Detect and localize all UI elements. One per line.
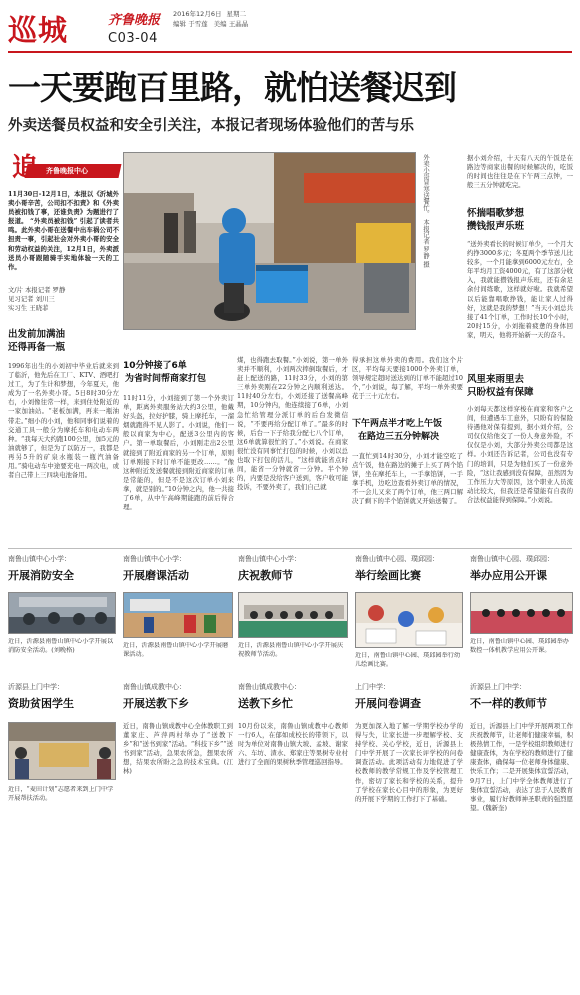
page-number: C03-04 [108, 31, 158, 46]
news-kicker: 南鲁山镇成教中心： [238, 683, 301, 691]
paper-logo: 齐鲁晚报 [108, 13, 161, 28]
news-caption: 近日，南鲁山镇中心园、璞邱园举行幼儿绘画比赛。 [355, 652, 461, 668]
news-kicker: 南鲁山镇中心小学： [8, 555, 71, 563]
section-divider [8, 548, 572, 549]
main-photo [123, 152, 416, 330]
news-title: 开展问卷调查 [355, 697, 421, 710]
news-photo [8, 592, 116, 634]
news-title: 不一样的教师节 [470, 697, 547, 710]
heading-line: 出发前加满油 [8, 329, 66, 340]
story-column-1: 1996年出生的小刘初中毕业后就来到了临沂，他先后在工厂、KTV、酒吧打过工，为了生计和梦想，今年夏天，他成为了一名外卖小哥。5日8时30分左右，小刘像往常一样，来到住处附近的一家加油站。“老板加满，再来一瓶油带走。”细小的小刘，他和同事们说着的交通工具一般分为摩托车和电动车两种。“我每天大约跑100公里，加5元的油就够了，但是为了以防万一，我都是再另5升的矿泉水瓶装一瓶汽油备用。”骑电动车中途要充电一两次电，或者自己带上三四块电池备用。 [8, 362, 119, 480]
news-caption: 近日，“麦田计划”志愿者来到上门中学开展帮扶活动。 [8, 786, 114, 802]
heading-line: 怀揣唱歌梦想 [467, 208, 525, 219]
news-title: 送教下乡忙 [238, 697, 293, 710]
credit-line: 实习生 王晓菲 [8, 304, 49, 312]
heading-line: 攒钱报声乐班 [467, 221, 525, 232]
news-kicker: 南鲁山镇中心小学： [238, 555, 301, 563]
editor-text: 编辑 于雪莲 [173, 20, 208, 28]
editor-credit [173, 19, 248, 28]
news-text: 10月份以来，南鲁山镇成教中心教师一行6人，在郁如成校长的带领下，以时为单位对南鲁山镇大坡、孟坡、谢家六、车坊、渣水、郑家庄等果树专业村进行了全面的果树秋季管理巡回指导。 [238, 722, 348, 767]
news-kicker: 沂源县上门中学： [8, 683, 64, 691]
news-title: 举办应用公开课 [470, 569, 547, 582]
news-photo [123, 592, 233, 638]
photo-caption: 外卖小哥冒寒送餐忙。 本报记者 罗静 摄 [422, 154, 429, 268]
news-photo [8, 722, 116, 780]
section-heading [467, 207, 573, 233]
news-item-4 [355, 554, 463, 674]
news-item-3 [238, 554, 348, 674]
news-item-5 [470, 554, 573, 674]
heading-line: 在路边三五分钟解决 [358, 432, 440, 442]
news-kicker: 南鲁山镇中心园、璞邱园： [355, 555, 439, 563]
right-text-2: “送外卖看长的时候订单少，一个月大约挣3000多元；冬夏两个季节送儿比较多，一个月能拿到6000元左右，全年平均月工资4000元，有了这部分收入，我就能攒钱报声乐班，还有余足余付间练歌，这样就好啦。我就希望以后能靠唱歌挣钱，能让家人过得好，这就是我的梦想！”当天小刘总共接了41个订单，工作时长10个小时，20时15分，小刘拖着疲惫的身体回家，明天，他将开始新一天的奋斗。 [467, 240, 573, 339]
intro-credits [8, 286, 119, 313]
issue-date [173, 9, 246, 18]
news-kicker: 南鲁山镇中心小学： [123, 555, 186, 563]
news-title: 庆祝教师节 [238, 569, 293, 582]
art-text: 美编 王晶晶 [213, 20, 249, 28]
credit-line: 见习记者 刘川三 [8, 295, 55, 303]
news-kicker: 沂源县上门中学： [470, 683, 526, 691]
series-badge [8, 152, 120, 186]
news-kicker: 南鲁山镇成教中心： [123, 683, 186, 691]
news-caption: 近日，沂源县南鲁山镇中心小学开展以消防安全活动。(刘晚格) [8, 638, 114, 654]
story-column-4: 得承担这单外卖的费用。我们这个片区，平均每天要接1000个外卖订单，领导规定超时送达到的订单不能超过10个，”小刘说，每了解，平均一单外卖要花于三十元左右。 [352, 356, 463, 401]
news-item-2 [123, 554, 233, 674]
news-item-10 [470, 682, 573, 842]
badge-char: 追 [12, 153, 39, 183]
heading-line: 10分钟接了6单 [123, 361, 187, 371]
heading-line: 只盼权益有保障 [467, 387, 534, 398]
news-title: 资助贫困学生 [8, 697, 74, 710]
news-text: 近日，南鲁山镇成教中心全体教职工到董家庄、芦萍两村举办了“送教下乡”和“送书到家”活动。“科技下乡”“送书到家”活动，急果农所急，想果农所想，结果农所盼之急的技术宝典。(江林) [123, 722, 233, 776]
story-column-4b: 一直忙到14时30分，小刘才能空吃了点午饭，他在路边的摊子上买了两个馅饼，坐在摩托车上，一手拿馅饼，一手拿手机，边吃边查看外卖订单的情况，不一会儿又来了两个订单，他三两口解决了剩下的半个馅饼就又开始送餐了。 [352, 452, 463, 506]
heading-line: 风里来雨里去 [467, 374, 525, 385]
news-caption: 近日，沂源县南鲁山镇中心小学开展庆祝教师节活动。 [238, 642, 344, 658]
news-title: 举行绘画比赛 [355, 569, 421, 582]
heading-line: 下午两点半才吃上午饭 [352, 419, 443, 429]
news-title: 开展送教下乡 [123, 697, 189, 710]
weekday-text: 星期二 [226, 10, 247, 18]
section-heading [123, 360, 234, 386]
news-item-6 [8, 682, 116, 842]
right-text-1: 据小刘介绍，十天有八天的午饭是在路边等商家出餐的时候解决的，吃饭的时间也往往是在下午两三点钟，一般三五分钟就吃完。 [467, 154, 573, 190]
news-caption: 近日，南鲁山镇中心园、璞邱园举办数控一体机教学应用公开课。 [470, 638, 569, 654]
news-photo [238, 592, 348, 638]
right-text-3: 小刘每天都这样穿梭在商家和客户之间，但遭遇车工意外，只盼有的保险待遇他对保有提到，据小刘介绍，公司仅仅给他交了一份人身意外险，不仅仅是小刘，大部分外卖公司都是这样。小刘还告诉记者，公司也没有专门的培训，只是为他们买了一份意外险，“这让我感到没有保障，虽然因为工作压力大等原因，这个职业人员流动比较大，但我还是希望能有自我的合法权益能得到保障。”小刘说。 [467, 405, 573, 504]
news-text: 为更加深入地了解一学期学校办学的得与失，让家长进一步理解学校、支持学校、关心学校，近日，沂源县上门中学开展了一次家长评学校的问卷调查活动。此项活动有力地促进了学校教师的教学常规工作及学校管理工作，密切了家长和学校的关系，提升了学校在家长心目中的形象，为更好的开展下学期的工作打下了基础。 [355, 722, 463, 803]
heading-line: 还得再备一瓶 [8, 342, 66, 353]
news-title: 开展磨课活动 [123, 569, 189, 582]
news-title: 开展消防安全 [8, 569, 74, 582]
date-text: 2016年12月6日 [173, 10, 222, 18]
story-column-3: 煤，也得跑去取餐。”小刘说，第一单外卖并不顺利，小刘两次摔倒取餐后，才赶上配送的路，11时33分，小刘的第三单外卖刚在22分钟之内顺利送达。11时40分左右，小刘还接了送餐高峰期，10分钟内，他连续接了6单，小刘急忙给管理分派订单的后台发微信说，“不要再给分配订单了。”最多的时候，后台一下子给我分配七八个订单，这6单就算很忙的了。”小刘说。在商家很忙没有同事忙打包的时候，小刘以总也取下打包的活儿，“这样就能省点时间，能省一分钟就省一分钟。半个钟的，内要是没给客户送到，客户收可能投诉，不要外卖了，我们自己就 [237, 356, 348, 492]
news-item-1 [8, 554, 116, 674]
news-item-7 [123, 682, 233, 842]
news-item-8 [238, 682, 348, 842]
news-caption: 近日，沂源县南鲁山镇中心小学开展磨课活动。 [123, 642, 229, 658]
section-heading [352, 418, 463, 444]
story-column-2: 11时11分，小刘接到了第一个外卖订单，距离外卖服务站大约3公里，他戴好头盔，拉好护膝，骑上摩托车，一溜烟就跑得不见人影了。小刘说，他们一般以商家为中心，配送3公里内的客户。第一单取餐后，小刘刚走出2公里就接到了附近商家的另一个订单，原则订单刚接下时订单不能更改……。“像这种附近发送餐就接到附近商家的订单是常能的，但是不是这次订单小刘来拿，就是别的。”10分钟之内，他一共接了6单，从中午高峰期能跑的前后得合理。 [123, 394, 234, 512]
badge-label: 齐鲁晚报中心 [46, 167, 88, 175]
masthead-rule [8, 51, 572, 53]
section-title: 巡城 [8, 13, 69, 47]
news-photo [470, 592, 573, 634]
headline: 一天要跑百里路，就怕送餐迟到 [8, 68, 456, 107]
news-kicker: 上门中学： [355, 683, 390, 691]
subheadline: 外卖送餐员权益和安全引关注，本报记者现场体验他们的苦与乐 [8, 118, 414, 134]
credit-line: 文/片 本报记者 罗静 [8, 286, 66, 294]
news-text: 近日，沂源县上门中学开展两项工作庆祝教师节，让老师们健康幸福，积极热情工作，一是学校组织教师进行健康查体，为在学校的教师进行了健康查体，确保每一位老师身体健康、快乐工作；二是开展集体宣誓活动，9月7日，上门中学全体教师进行了集体宣誓活动，表达了忠于人民教育事业，履行好教师神圣职责的强烈愿望。(魏新奎) [470, 722, 573, 812]
section-heading [8, 328, 119, 354]
heading-line: 为省时间帮商家打包 [125, 374, 207, 384]
intro-text: 11月30日-12月1日，本报以《沂城外卖小哥辛苦，公司扣不扣责》和《外卖员被扣钱了事，还谁负责》为题进行了报道。 “外卖员被扣钱” 引起了读者共鸣。此外卖小哥在送餐中出车祸公司不担责一事，引起社会对外卖小哥的安全和劳动权益的关注，12月1日，外卖派送员小哥跟随骑手实地体验一天的工作。 [8, 190, 119, 271]
section-heading [467, 373, 573, 399]
news-photo [355, 592, 463, 648]
news-kicker: 南鲁山镇中心园、璞邱园： [470, 555, 554, 563]
news-item-9 [355, 682, 463, 842]
